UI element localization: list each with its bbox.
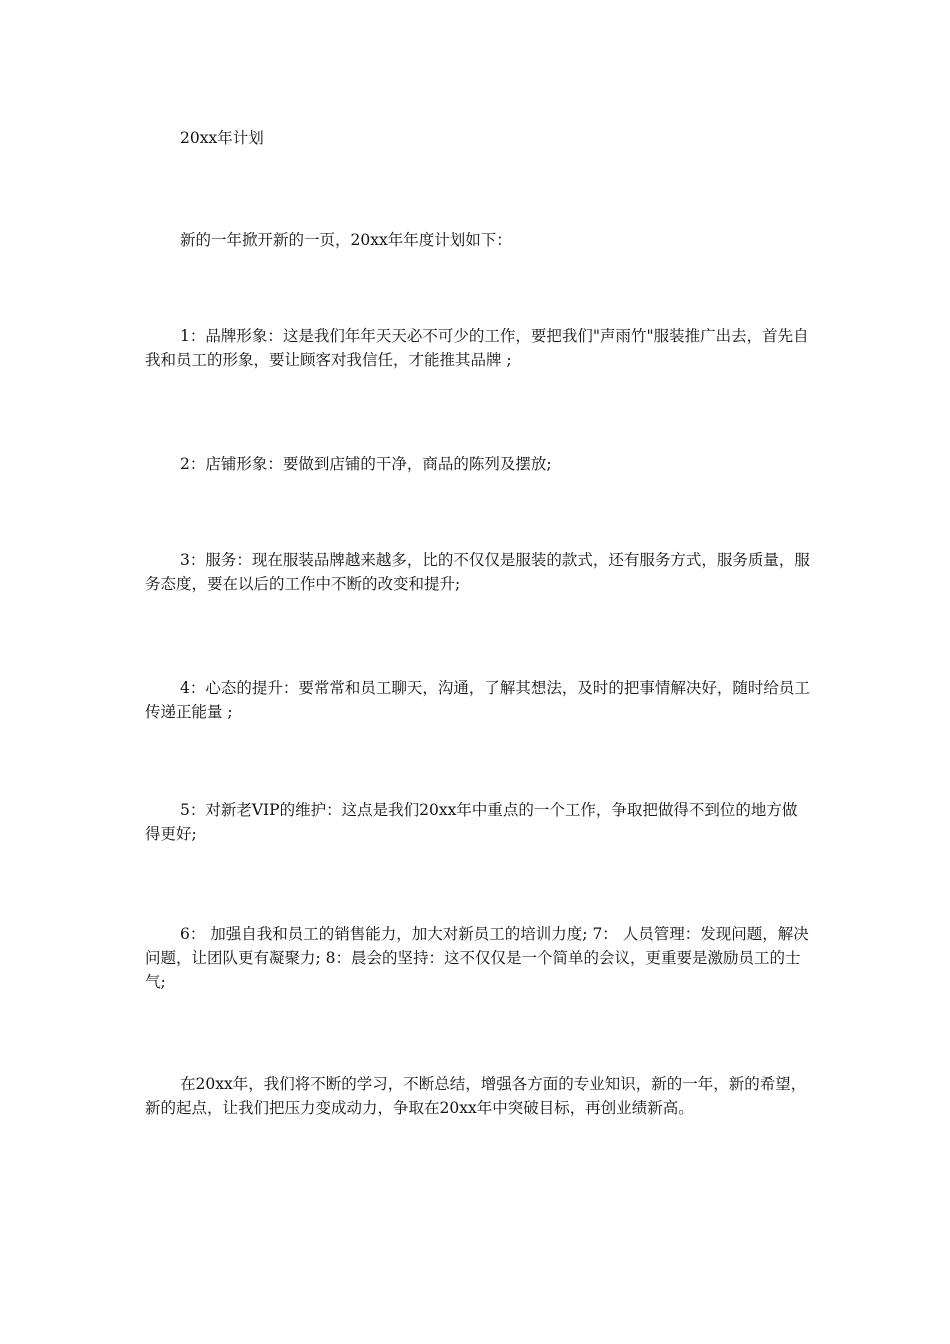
paragraph-service: 3：服务：现在服装品牌越来越多，比的不仅仅是服装的款式，还有服务方式，服务质量，服务态度，要在以后的工作中不断的改变和提升; [145, 551, 810, 593]
paragraph-closing: 在20xx年，我们将不断的学习，不断总结，增强各方面的专业知识，新的一年，新的希望，新的起点，让我们把压力变成动力，争取在20xx年中突破目标，再创业绩新高。 [145, 1075, 807, 1117]
paragraph-store-image: 2：店铺形象：要做到店铺的干净，商品的陈列及摆放; [180, 455, 552, 473]
paragraph-vip-maintenance: 5：对新老VIP的维护：这点是我们20xx年中重点的一个工作，争取把做得不到位的地方做得更好; [145, 801, 798, 843]
paragraph-brand-image: 1：品牌形象：这是我们年年天天必不可少的工作，要把我们"声雨竹"服装推广出去，首先自我和员工的形象，要让顾客对我信任，才能推其品牌 ; [145, 327, 809, 369]
paragraph-mindset: 4：心态的提升：要常常和员工聊天，沟通，了解其想法，及时的把事情解决好，随时给员工传递正能量 ; [145, 679, 810, 721]
document-title: 20xx年计划 [180, 129, 264, 147]
paragraph-sales-staff-meeting: 6： 加强自我和员工的销售能力，加大对新员工的培训力度; 7： 人员管理：发现问题，解决问题，让团队更有凝聚力; 8：晨会的坚持：这不仅仅是一个简单的会议，更重要是激励员工的士气; [145, 925, 809, 991]
paragraph-intro: 新的一年掀开新的一页，20xx年年度计划如下： [180, 231, 512, 249]
